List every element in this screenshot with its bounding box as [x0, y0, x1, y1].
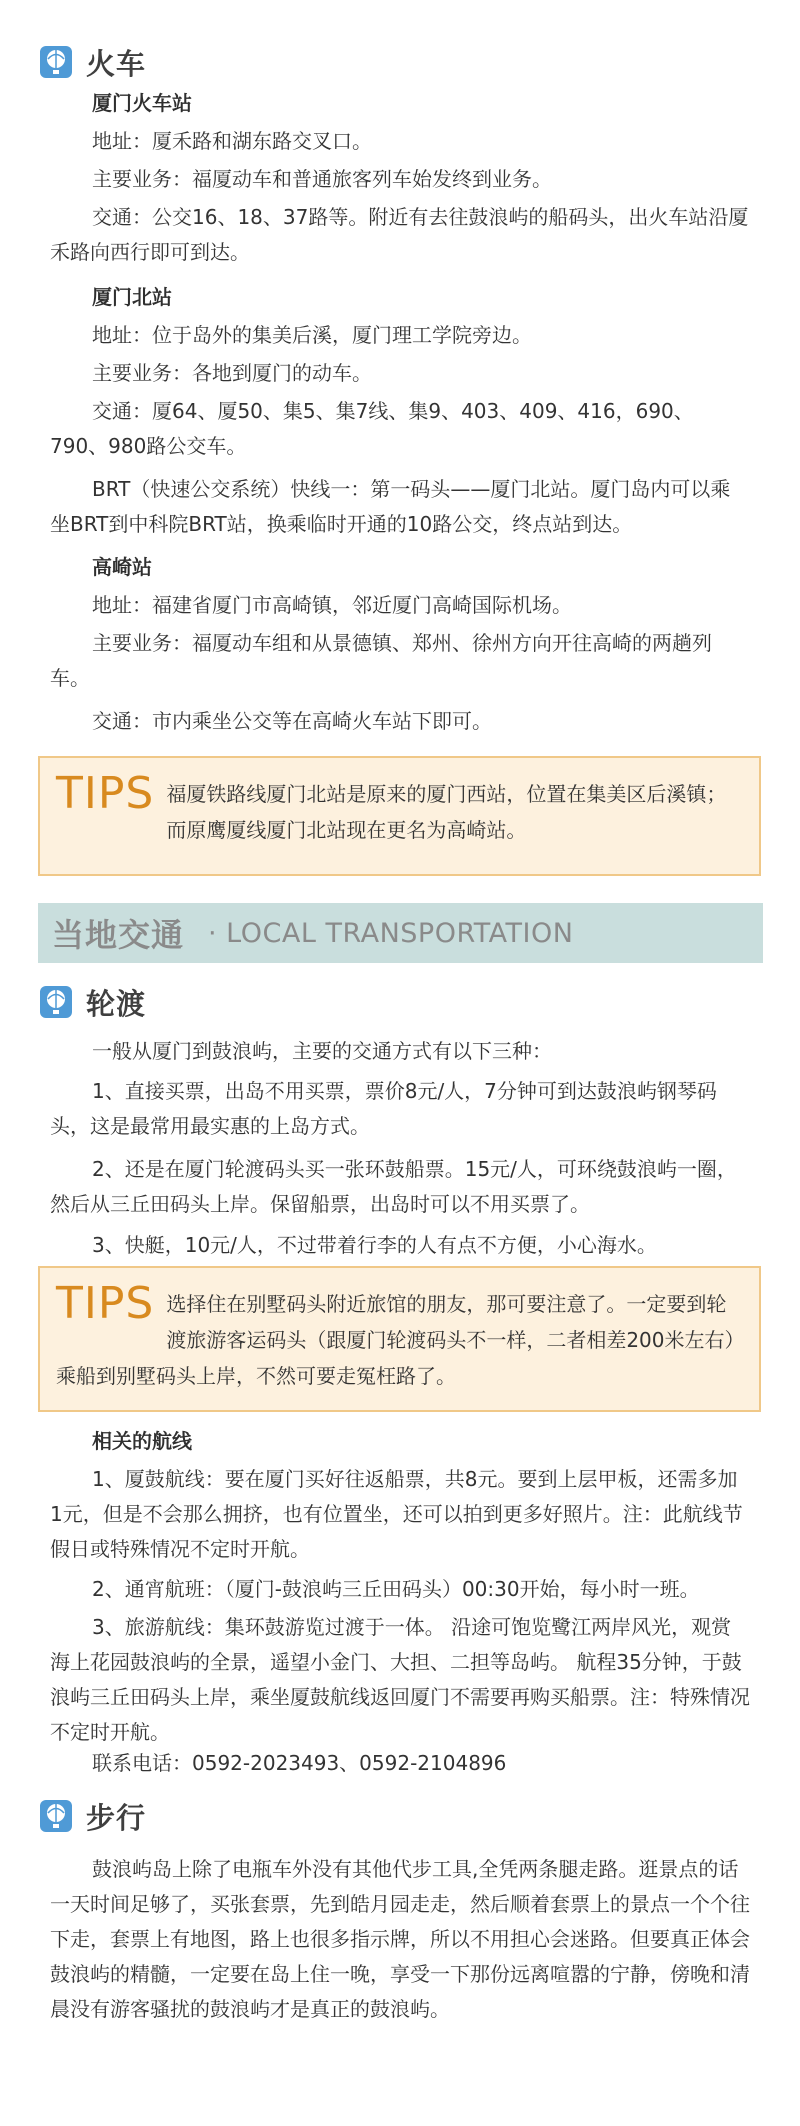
station-brt: BRT（快速公交系统）快线一：第一码头——厦门北站。厦门岛内可以乘坐BRT到中科院BRT站，换乘临时开通的10路公交，终点站到达。: [50, 477, 731, 536]
section-title: 步行: [86, 1800, 147, 1835]
section-train-header: [40, 42, 146, 82]
station-name: 高崎站: [92, 555, 152, 579]
station-name: 厦门北站: [92, 285, 172, 309]
ferry-intro: 一般从厦门到鼓浪屿，主要的交通方式有以下三种：: [92, 1039, 552, 1063]
section-banner: [38, 903, 763, 963]
station-business: 主要业务：福厦动车和普通旅客列车始发终到业务。: [92, 167, 552, 191]
walk-text: 鼓浪屿岛上除了电瓶车外没有其他代步工具,全凭两条腿走路。逛景点的话一天时间足够了，买张套票，先到皓月园走走，然后顺着套票上的景点一个个往下走，套票上有地图，路上也很多指示牌，所以不用担心会迷路。但要真正体会鼓浪屿的精髓，一定要在岛上住一晚，享受一下那份远离喧嚣的宁静，傍晚和清晨没有游客骚扰的鼓浪屿才是真正的鼓浪屿。: [50, 1857, 750, 2021]
station-address: 地址：位于岛外的集美后溪，厦门理工学院旁边。: [92, 323, 532, 347]
balloon-icon: [40, 46, 72, 78]
section-title: 火车: [86, 46, 147, 81]
ferry-item: 1、直接买票，出岛不用买票，票价8元/人，7分钟可到达鼓浪屿钢琴码头，这是最常用最实惠的上岛方式。: [50, 1079, 717, 1138]
tips-text: 选择住在别墅码头附近旅馆的朋友，那可要注意了。一定要到轮渡旅游客运码头（跟厦门轮渡码头不一样，二者相差200米左右）乘船到别墅码头上岸，不然可要走冤枉路了。: [56, 1292, 735, 1388]
tips-label: TIPS: [56, 1278, 155, 1329]
tips-label: TIPS: [56, 768, 155, 819]
tips-text: 福厦铁路线厦门北站是原来的厦门西站，位置在集美区后溪镇；而原鹰厦线厦门北站现在更名为高崎站。: [166, 782, 727, 842]
tips-box: [38, 1266, 761, 1412]
routes-title: 相关的航线: [92, 1429, 192, 1453]
station-business: 主要业务：各地到厦门的动车。: [92, 361, 372, 385]
balloon-icon: [40, 1800, 72, 1832]
station-address: 地址：厦禾路和湖东路交叉口。: [92, 129, 372, 153]
tips-box: [38, 756, 761, 876]
ferry-phone: 联系电话：0592-2023493、0592-2104896: [92, 1751, 507, 1775]
banner-title: 当地交通: [52, 916, 185, 954]
station-address: 地址：福建省厦门市高崎镇，邻近厦门高崎国际机场。: [92, 593, 572, 617]
section-walk-header: [40, 1796, 146, 1836]
ferry-item: 3、快艇，10元/人，不过带着行李的人有点不方便，小心海水。: [92, 1233, 657, 1257]
ferry-route: 1、厦鼓航线：要在厦门买好往返船票，共8元。要到上层甲板，还需多加1元，但是不会那么拥挤，也有位置坐，还可以拍到更多好照片。注：此航线节假日或特殊情况不定时开航。: [50, 1467, 743, 1561]
banner-subtitle: · LOCAL TRANSPORTATION: [208, 917, 574, 949]
station-transport: 交通：市内乘坐公交等在高崎火车站下即可。: [92, 709, 492, 733]
station-transport: 交通：公交16、18、37路等。附近有去往鼓浪屿的船码头，出火车站沿厦禾路向西行即可到达。: [50, 205, 749, 264]
balloon-icon: [40, 986, 72, 1018]
station-business: 主要业务：福厦动车组和从景德镇、郑州、徐州方向开往高崎的两趟列车。: [50, 631, 712, 690]
station-transport: 交通：厦64、厦50、集5、集7线、集9、403、409、416，690、790、980路公交车。: [50, 399, 694, 458]
ferry-route: 2、通宵航班：（厦门-鼓浪屿三丘田码头）00:30开始，每小时一班。: [92, 1577, 700, 1601]
section-title: 轮渡: [86, 986, 147, 1021]
ferry-route: 3、旅游航线：集环鼓游览过渡于一体。 沿途可饱览鹭江两岸风光，观赏海上花园鼓浪屿的全景，遥望小金门、大担、二担等岛屿。 航程35分钟，于鼓浪屿三丘田码头上岸，乘坐厦鼓航线返回厦门不需要再购买船票。注：特殊情况不定时开航。: [50, 1615, 750, 1744]
ferry-item: 2、还是在厦门轮渡码头买一张环鼓船票。15元/人，可环绕鼓浪屿一圈，然后从三丘田码头上岸。保留船票，出岛时可以不用买票了。: [50, 1157, 737, 1216]
station-name: 厦门火车站: [92, 91, 192, 115]
section-ferry-header: [40, 982, 146, 1022]
